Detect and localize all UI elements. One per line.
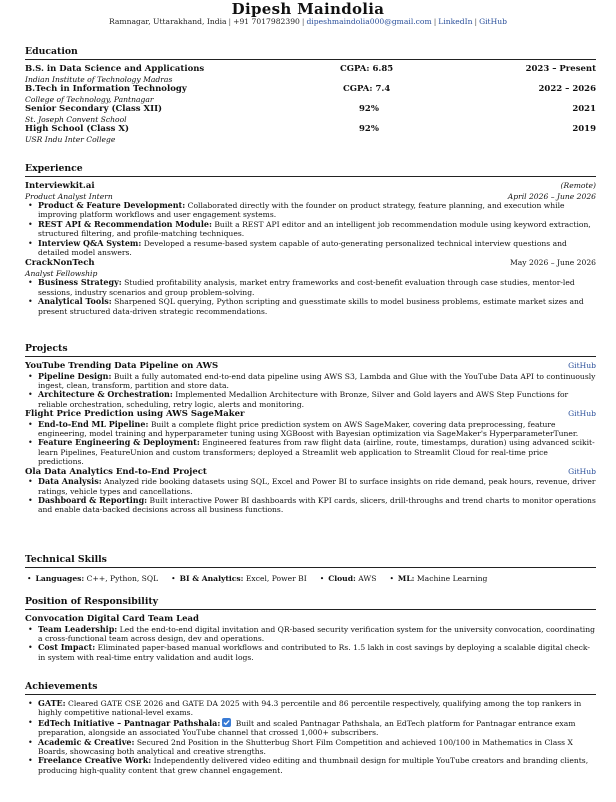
project-bullets <box>25 420 596 467</box>
score-text: 92% <box>359 124 379 134</box>
bullet-text: Developed a resume-based system capable of auto-generating personalized technical interview questions and detailed model answers. <box>38 238 567 258</box>
bullet-key: Interview Q&A System: <box>38 237 142 248</box>
bullet-item <box>25 201 596 220</box>
bullet-key: GATE: <box>38 698 66 708</box>
job-header <box>25 181 596 192</box>
bullet-key: Data Analysis: <box>38 476 102 487</box>
section-divider <box>25 176 596 177</box>
candidate-name: Dipesh Maindolia <box>231 0 385 18</box>
skill-text: C++, Python, SQL <box>84 574 159 583</box>
job-role: Product Analyst Intern <box>25 191 113 201</box>
bullet-text: Implemented Medallion Architecture with Bronze, Silver and Gold layers and AWS Step Functions for reliable orchestration, scheduling, retry logic, alerts and monitoring. <box>38 390 569 409</box>
bullet-item <box>25 438 596 466</box>
education-entry <box>25 104 596 115</box>
year-range: 2021 <box>572 104 596 114</box>
bullet-text: Built a REST API editor and an intelligent job recommendation module using keyword extraction, structured filtering, and profile-matching techniques. <box>38 219 591 239</box>
skill-key: BI & Analytics: <box>179 574 244 583</box>
bullet-key: Business Strategy: <box>38 277 122 288</box>
bullet-item <box>25 239 596 258</box>
skill-item <box>389 573 487 584</box>
bullet-text: Built a fully automated end-to-end data pipeline using AWS S3, Lambda and Glue with the YouTube Data API to continuously ingest, clean, transform, partition and store data. <box>38 371 596 390</box>
separator: | <box>301 17 305 26</box>
bullet-item <box>25 420 596 439</box>
project-bullets <box>25 372 596 410</box>
location-text: Ramnagar, Uttarakhand, India <box>109 17 227 26</box>
score-text: CGPA: 7.4 <box>343 84 391 94</box>
project-header <box>25 467 596 478</box>
section-divider <box>25 567 596 568</box>
year-range: 2019 <box>572 124 596 134</box>
section-title: Education <box>25 46 78 57</box>
project-github-link[interactable]: GitHub <box>568 409 596 419</box>
github-link[interactable]: GitHub <box>479 17 507 26</box>
section-title: Projects <box>25 343 68 354</box>
bullet-item <box>25 756 596 775</box>
section-title: Experience <box>25 163 83 174</box>
phone-text: +91 7017982390 <box>233 17 300 26</box>
score-text: CGPA: 6.85 <box>340 64 394 74</box>
responsibility-role: Convocation Digital Card Team Lead <box>25 614 199 624</box>
projects-section <box>25 343 596 515</box>
skill-text: AWS <box>355 574 377 583</box>
bullet-item <box>25 278 596 297</box>
bullet-text: Built and scaled Pantnagar Pathshala, an EdTech platform for Pantnagar entrance exam preparation, alongside an associated YouTube channel that crossed 1,000+ subscribers. <box>38 718 576 738</box>
project-github-link[interactable]: GitHub <box>568 361 596 370</box>
bullet-text: Engineered features from raw flight data (airline, route, timestamps, duration) using advanced scikit-learn Pipelines, FeatureUnion and custom transformers; deployed a Streamlit web application to Streamlit Cloud for real-time price predictions. <box>38 438 595 467</box>
bullet-item <box>25 297 596 316</box>
bullet-key: Architecture & Orchestration: <box>38 389 173 400</box>
bullet-text: Built a complete flight price prediction system on AWS SageMaker, covering data preprocessing, feature engineering, model training and hyperparameter tuning using XGBoost with Bayesian optimization via SageMaker's HyperparameterTuner. <box>38 419 579 439</box>
project-github-link[interactable]: GitHub <box>568 466 596 476</box>
year-range: 2023 – Present <box>525 64 596 74</box>
bullet-item <box>25 625 596 644</box>
bullet-text: Secured 2nd Position in the Shutterbug Short Film Competition and achieved 100/100 in Mathematics in Class X Boards, showcasing both analytical and creative strengths. <box>38 737 573 757</box>
bullet-text: Studied profitability analysis, market entry frameworks and cost-benefit evaluation through case studies, mentor-led sessions, industry scenarios and group problem-solving. <box>38 278 575 297</box>
job-header <box>25 258 596 269</box>
skill-text: Excel, Power BI <box>243 574 307 583</box>
bullet-key: End-to-End ML Pipeline: <box>38 418 149 429</box>
job-dates: April 2026 – June 2026 <box>507 191 596 201</box>
project-name: Ola Data Analytics End-to-End Project <box>25 466 207 477</box>
bullet-key: EdTech Initiative – Pantnagar Pathshala: <box>38 717 221 728</box>
separator: | <box>228 17 232 26</box>
separator: | <box>433 17 437 26</box>
job-bullets <box>25 201 596 257</box>
section-divider <box>25 59 596 60</box>
bullet-key: REST API & Recommendation Module: <box>38 218 212 229</box>
bullet-item <box>25 699 596 718</box>
job-bullets <box>25 278 596 316</box>
bullet-item <box>25 477 596 496</box>
section-title: Position of Responsibility <box>25 596 159 607</box>
bullet-key: Freelance Creative Work: <box>38 755 152 766</box>
bullet-item <box>25 372 596 391</box>
skill-key: Languages: <box>35 574 85 583</box>
institution-name: Indian Institute of Technology Madras <box>25 74 173 84</box>
bullet-item <box>25 390 596 409</box>
separator: | <box>474 17 478 26</box>
contact-line <box>0 17 616 27</box>
score-text: 92% <box>359 104 379 114</box>
bullet-key: Academic & Creative: <box>38 736 135 747</box>
institution-name: St. Joseph Convent School <box>25 114 127 124</box>
section-divider <box>25 694 596 695</box>
project-name: YouTube Trending Data Pipeline on AWS <box>25 361 219 371</box>
degree-title: Senior Secondary (Class XII) <box>25 104 163 114</box>
bullet-item <box>25 220 596 239</box>
bullet-item <box>25 718 596 738</box>
project-name: Flight Price Prediction using AWS SageMaker <box>25 409 245 420</box>
linkedin-link[interactable]: LinkedIn <box>438 17 473 26</box>
job-location: (Remote) <box>560 181 596 190</box>
bullet-key: Dashboard & Reporting: <box>38 494 148 505</box>
bullet-key: Team Leadership: <box>38 623 118 634</box>
verified-check-icon <box>222 718 231 727</box>
education-entry <box>25 84 596 95</box>
skill-text: Machine Learning <box>414 574 488 583</box>
institution-name: USR Indu Inter College <box>25 134 116 144</box>
skills-list <box>25 573 596 584</box>
section-title: Technical Skills <box>25 554 107 565</box>
achievement-bullets <box>25 699 596 775</box>
degree-title: B.Tech in Information Technology <box>25 84 187 94</box>
project-bullets <box>25 477 596 515</box>
bullet-item <box>25 496 596 515</box>
skill-item <box>320 573 377 584</box>
skill-item <box>171 573 307 584</box>
skill-key: Cloud: <box>328 574 356 583</box>
bullet-text: Led the end-to-end digital invitation and QR-based security verification system for the university convocation, coordinating a cross-functional team across design, dev and operations. <box>38 624 595 643</box>
bullet-text: Independently delivered video editing and thumbnail design for multiple YouTube creators and branding clients, producing high-quality content that grew channel engagement. <box>38 756 589 775</box>
bullet-key: Analytical Tools: <box>38 296 112 307</box>
experience-section <box>25 163 596 316</box>
section-divider <box>25 609 596 610</box>
degree-title: B.S. in Data Science and Applications <box>25 64 205 74</box>
bullet-key: Pipeline Design: <box>38 370 112 381</box>
education-entry <box>25 64 596 75</box>
section-title: Achievements <box>25 681 98 692</box>
job-dates: May 2026 – June 2026 <box>509 258 596 268</box>
education-entry <box>25 124 596 135</box>
achievements-section <box>25 681 596 775</box>
section-divider <box>25 356 596 357</box>
bullet-text: Eliminated paper-based manual workflows and contributed to Rs. 1.5 lakh in cost savings by deploying a scalable digital check-in system with real-time entry validation and audit logs. <box>38 643 590 662</box>
skill-key: ML: <box>397 574 415 583</box>
bullet-text: Built interactive Power BI dashboards with KPI cards, slicers, drill-throughs and trend charts to monitor operations and enable data-backed decisions across all business functions. <box>38 495 596 515</box>
bullet-text: Collaborated directly with the founder on product strategy, feature planning, and execution while improving platform workflows and user engagement systems. <box>38 201 565 220</box>
skill-item <box>27 573 158 584</box>
bullet-key: Feature Engineering & Deployment: <box>38 437 200 448</box>
responsibility-bullets <box>25 625 596 663</box>
job-role: Analyst Fellowship <box>25 268 98 278</box>
bullet-key: Cost Impact: <box>38 642 96 653</box>
degree-title: High School (Class X) <box>25 124 130 134</box>
skills-section <box>25 554 596 584</box>
responsibility-section <box>25 596 596 662</box>
bullet-item <box>25 738 596 757</box>
company-name: Interviewkit.ai <box>25 181 95 191</box>
institution-name: College of Technology, Pantnagar <box>25 94 154 104</box>
year-range: 2022 – 2026 <box>538 84 596 94</box>
bullet-item <box>25 643 596 662</box>
company-name: CrackNonTech <box>25 258 95 269</box>
education-section <box>25 46 596 144</box>
bullet-text: Sharpened SQL querying, Python scripting and guesstimate skills to model business problems, estimate market sizes and present structured data-driven strategic recommendations. <box>38 297 584 316</box>
email-link[interactable]: dipeshmaindolia000@gmail.com <box>306 17 432 26</box>
bullet-text: Analyzed ride booking datasets using SQL, Excel and Power BI to surface insights on ride demand, peak hours, revenue, driver ratings, vehicle types and cancellations. <box>38 477 596 496</box>
bullet-key: Product & Feature Development: <box>38 200 186 210</box>
bullet-text: Cleared GATE CSE 2026 and GATE DA 2025 with 94.3 percentile and 86 percentile respectively, qualifying among the top rankers in highly competitive national-level exams. <box>38 699 582 718</box>
